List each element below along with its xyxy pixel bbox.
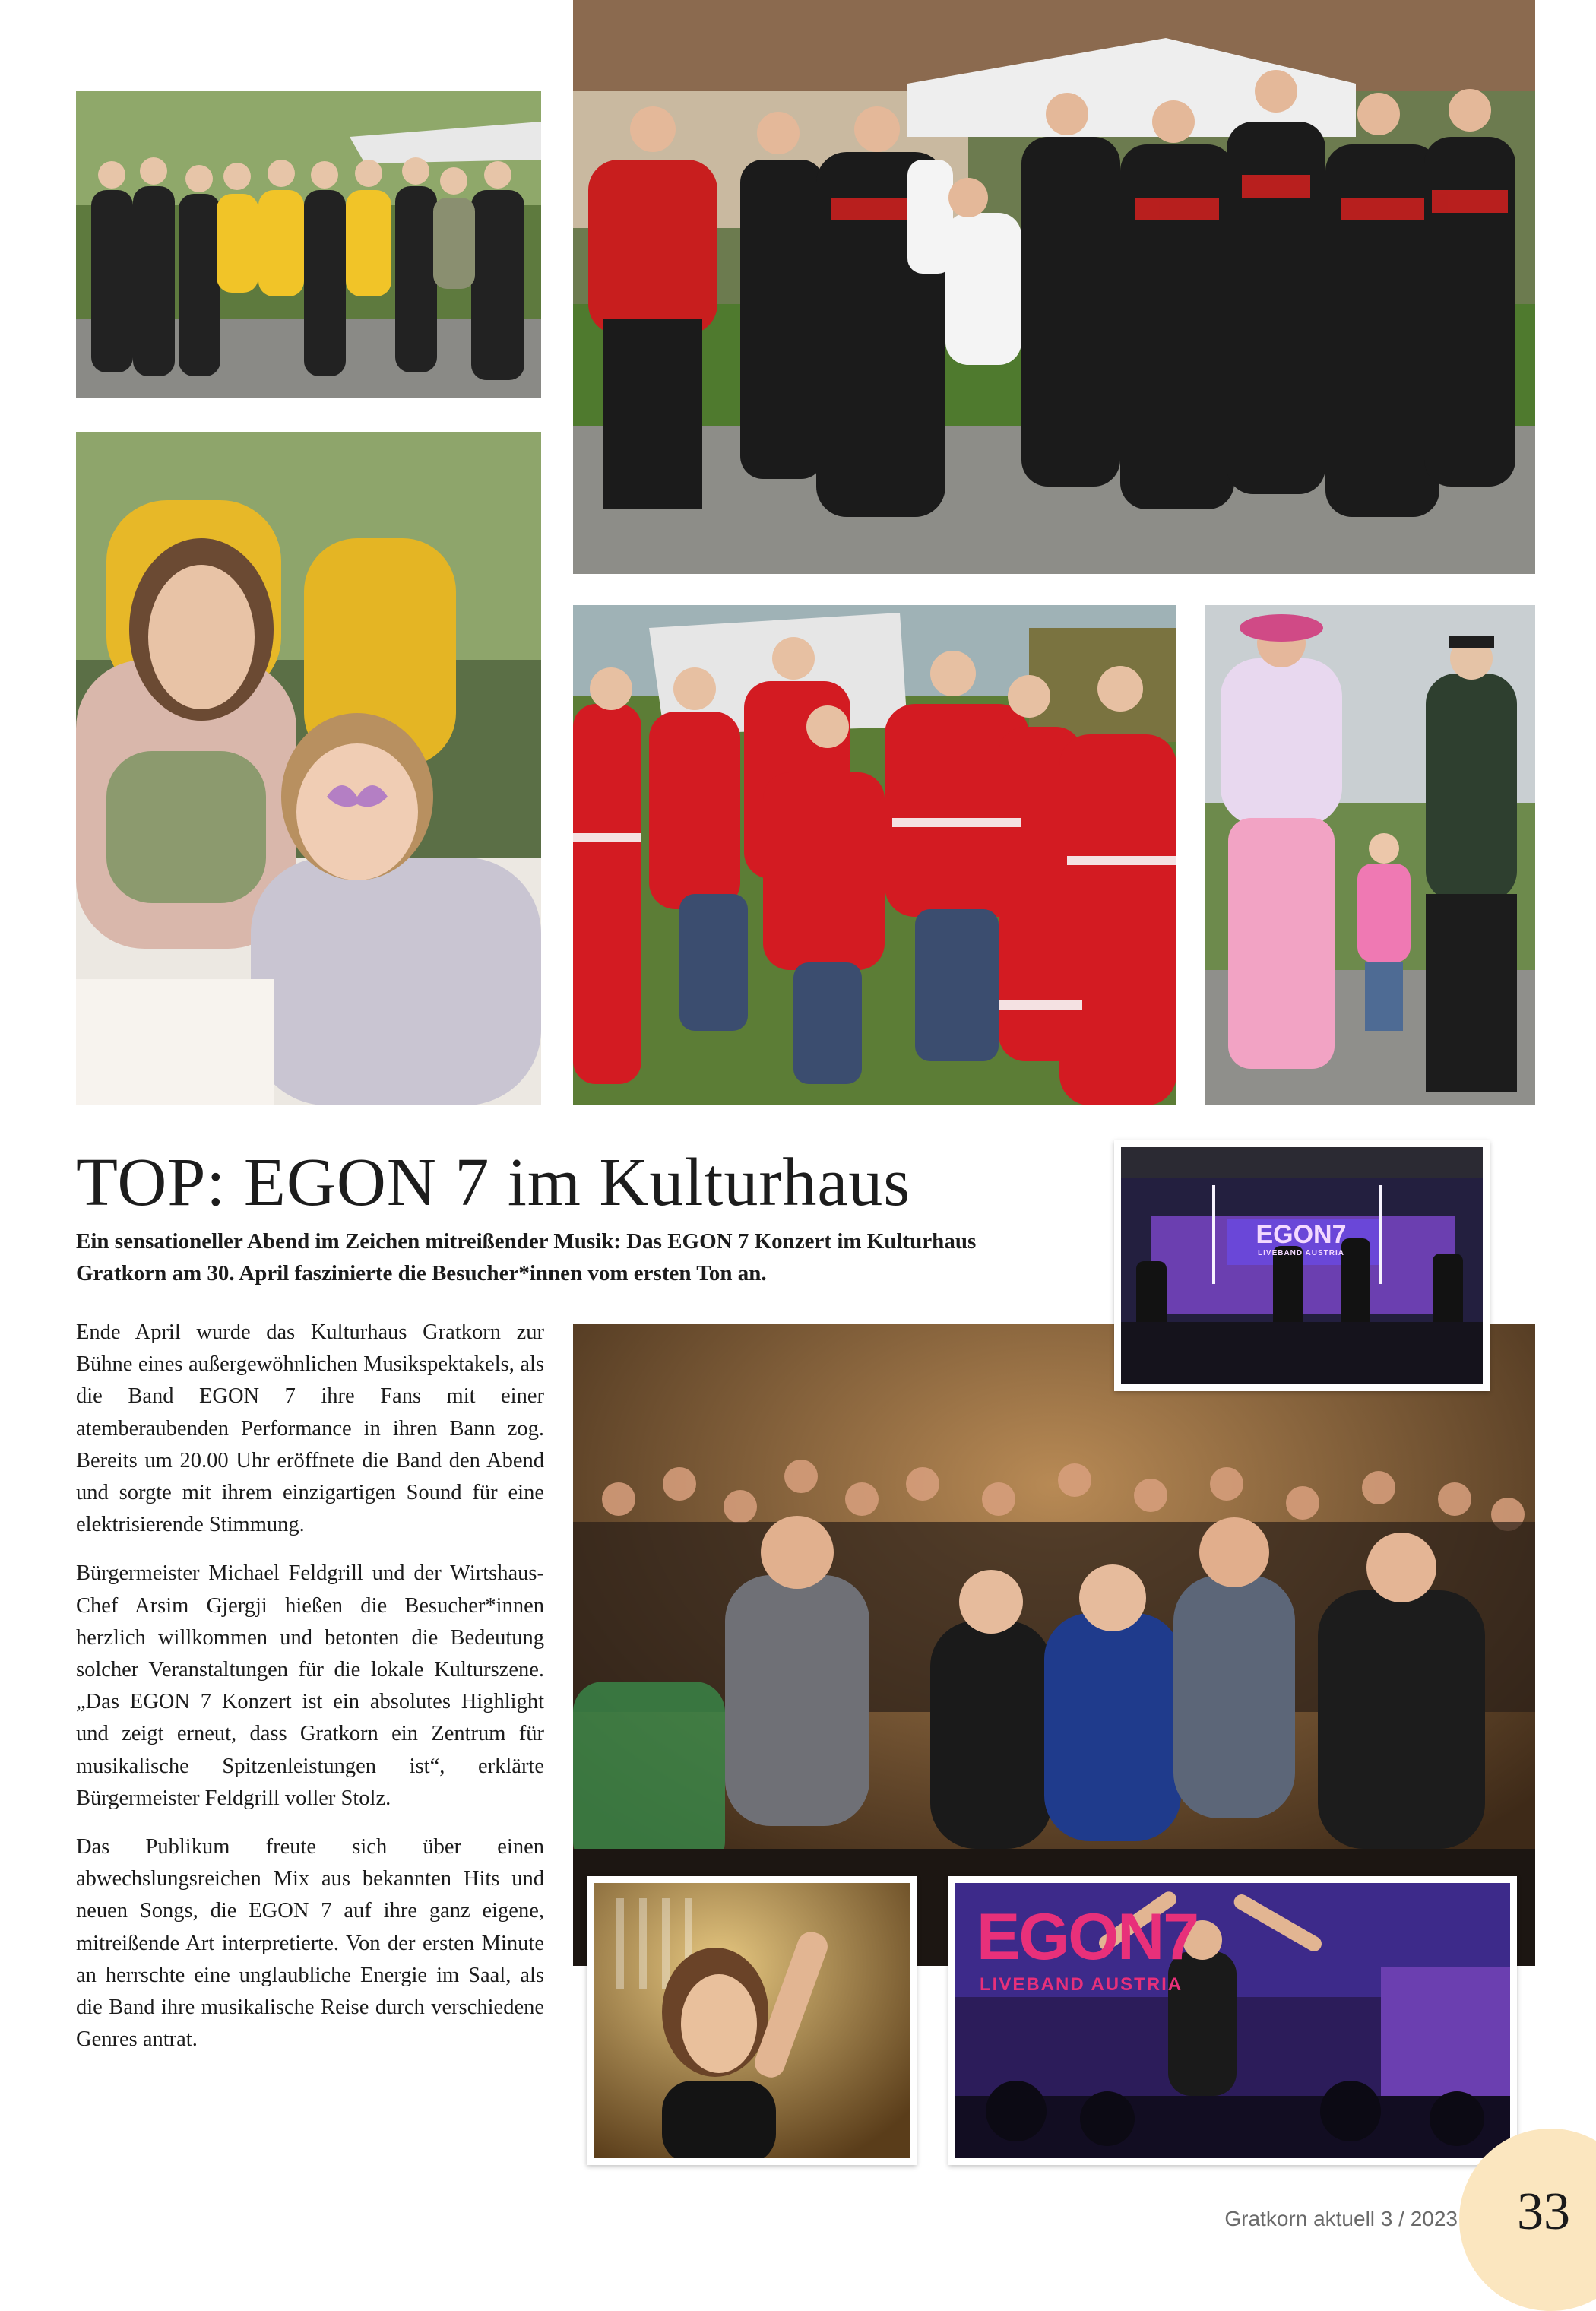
article-paragraph: Ende April wurde das Kulturhaus Gratkorn zur Bühne eines außergewöhnlichen Musikspektakels, als die Band EGON 7 ihre Fans mit einer atemberaubenden Performance in ihren Bann zog. Bereits um 20.00 Uhr eröffnete die Band den Abend und sorgte mit ihrem einzigartigen Sound für eine elektrisierende Stimmung. bbox=[76, 1320, 544, 1537]
photo-red-cross-graphic bbox=[573, 605, 1176, 1105]
footer-magazine-issue: Gratkorn aktuell 3 / 2023 bbox=[1224, 2207, 1458, 2230]
photo-face-painting-graphic bbox=[76, 432, 541, 1105]
photo-egon7-stage-singer bbox=[948, 1876, 1517, 2165]
article-paragraph: Bürgermeister Michael Feldgrill und der Wirtshaus-Chef Arsim Gjergji hießen die Besucher*innen herzlich willkommen und betonten die Bedeutung solcher Veranstaltungen für die lokale Kulturszene. „Das EGON 7 Konzert ist ein absolutes Highlight und zeigt erneut, dass Gratkorn ein Zentrum für musikalische Spitzenleistungen ist“, erklärte Bürgermeister Feldgrill voller Stolz. bbox=[76, 1561, 544, 1810]
stage-banner-text: EGON7 bbox=[1256, 1220, 1347, 1249]
photo-stage-wide-graphic bbox=[1121, 1147, 1483, 1384]
photo-stilt-walkers bbox=[1205, 605, 1535, 1105]
article-paragraph: Das Publikum freute sich über einen abwechslungsreichen Mix aus bekannten Hits und neuen Songs, die EGON 7 auf ihre ganz eigene, mitreißende Art interpretierte. Von der ersten Minute an herrschte eine unglaubliche Energie im Saal, als die Band ihre musikalische Reise durch verschiedene Genres antrat. bbox=[76, 1835, 544, 2052]
photo-kickboxing-team bbox=[573, 0, 1535, 574]
article-body bbox=[76, 1317, 544, 2072]
big-banner-text: EGON7 bbox=[977, 1900, 1199, 1973]
photo-kickboxing-graphic bbox=[573, 0, 1535, 574]
photo-singer-female bbox=[587, 1876, 917, 2165]
photo-volunteers-yellow-jackets bbox=[76, 91, 541, 398]
article-headline: TOP: EGON 7 im Kulturhaus bbox=[76, 1145, 911, 1220]
article-lead: Ein sensationeller Abend im Zeichen mitreißender Musik: Das EGON 7 Konzert im Kulturhaus Gratkorn am 30. April faszinierte die Besucher*innen vom ersten Ton an. bbox=[76, 1229, 977, 1285]
photo-concert-crowd-group bbox=[573, 1324, 1535, 1966]
photo-red-cross-team bbox=[573, 605, 1176, 1105]
stage-banner-subtext: LIVEBAND AUSTRIA bbox=[1258, 1249, 1344, 1257]
page-number: 33 bbox=[1517, 2183, 1570, 2241]
photo-stilt-walkers-graphic bbox=[1205, 605, 1535, 1105]
photo-egon7-stage-wide bbox=[1114, 1140, 1490, 1391]
photo-singer-graphic bbox=[594, 1883, 910, 2158]
big-banner-subtext: LIVEBAND AUSTRIA bbox=[980, 1974, 1183, 1995]
photo-volunteers-graphic bbox=[76, 91, 541, 398]
photo-concert-crowd-graphic bbox=[573, 1324, 1535, 1966]
photo-face-painting-girl bbox=[76, 432, 541, 1105]
